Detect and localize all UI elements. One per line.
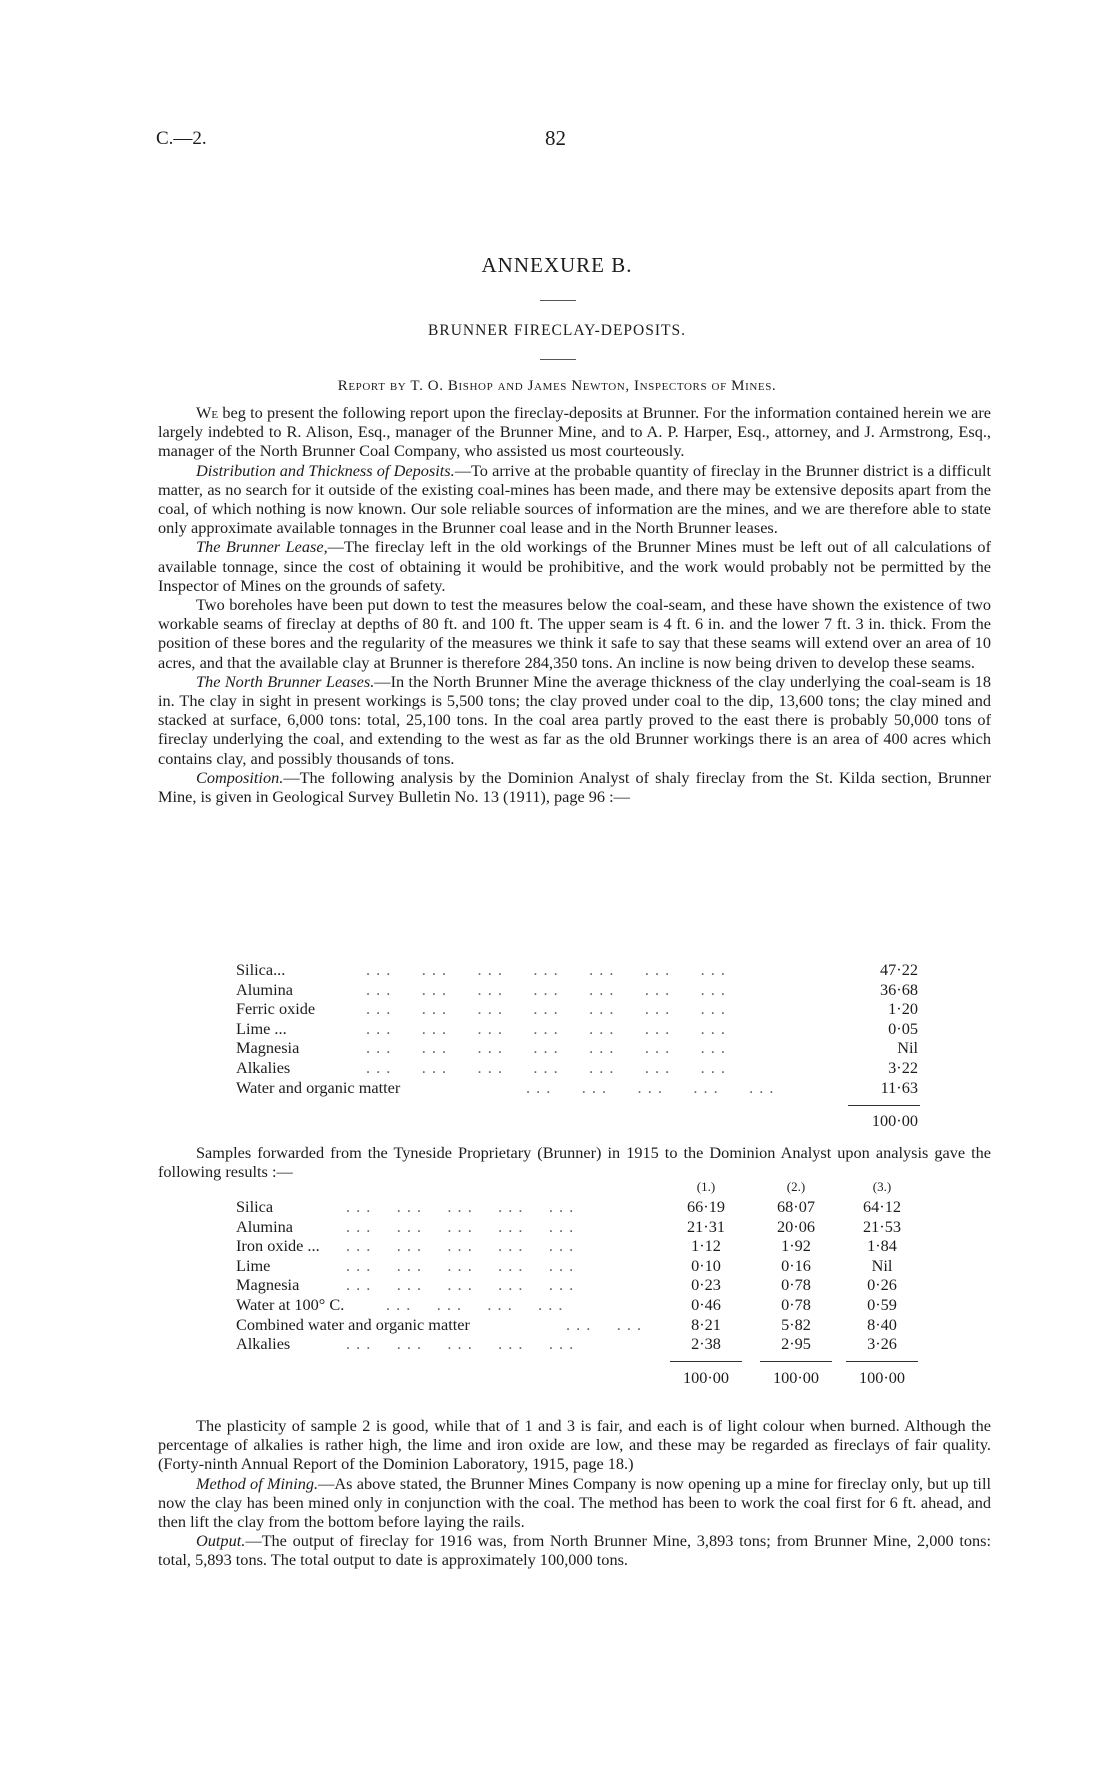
paragraph-intro [158, 403, 991, 461]
table-row [236, 980, 918, 1000]
column-header: (2.) [786, 1179, 806, 1194]
paragraph-text: beg to present the following report upon the fireclay-deposits at Brunner. For the information contained herein we are largely indebted to R. Alison, Esq., manager of the Brunner Mine, and to A. P. Harper, Esq., attorney, and J. Armstrong, Esq., manager of the North Brunner Coal Company, who assisted us most courteously. [158, 403, 991, 461]
table-row [236, 1256, 926, 1276]
leader-dots: . . . . . . . . . . . . . . . . . . . . . [366, 960, 726, 979]
leader-dots: . . . . . . . . . . . . . . . . . . . . . [366, 1038, 726, 1058]
total-value: 100·00 [858, 1368, 906, 1387]
body-text-2 [158, 1143, 991, 1181]
leader-dots: . . . . . . . . . . . . . . . . . . . . . [366, 999, 726, 1019]
cell-value: 20·06 [777, 1216, 815, 1236]
leader-dots: . . . . . . [566, 1314, 643, 1334]
column-header: (1.) [696, 1179, 716, 1194]
cell-value: 1·12 [691, 1236, 721, 1256]
table-row [236, 1236, 926, 1256]
row-label: Iron oxide ... [236, 1236, 320, 1256]
cell-value: 0·10 [691, 1255, 721, 1275]
total-value: 100·00 [682, 1368, 730, 1387]
column-header: (3.) [872, 1179, 892, 1194]
total-value: 100·00 [772, 1368, 820, 1387]
report-byline: Report by T. O. Bishop and James Newton, Inspectors of Mines. [337, 378, 777, 394]
cell-value: 0·16 [781, 1255, 811, 1275]
paragraph-heading: Composition. [196, 767, 284, 787]
leader-dots: . . . . . . . . . . . . . . . [346, 1236, 575, 1256]
table-row [236, 999, 918, 1019]
row-label: Alumina [236, 979, 293, 999]
leader-dots: . . . . . . . . . . . . [386, 1294, 564, 1314]
row-label: Lime [236, 1255, 271, 1275]
table-row [236, 1197, 926, 1217]
row-label: Alkalies [236, 1057, 291, 1077]
table-row [236, 1217, 926, 1237]
cell-value: 68·07 [777, 1197, 815, 1216]
cell-value: 3·26 [867, 1334, 897, 1354]
cell-value: Nil [871, 1255, 893, 1275]
row-label: Magnesia [236, 1038, 300, 1058]
row-label: Ferric oxide [236, 999, 316, 1019]
leader-dots: . . . . . . . . . . . . . . . [346, 1255, 575, 1275]
table-row [236, 1334, 926, 1354]
paragraph-north-brunner [158, 672, 991, 768]
row-label: Water and organic matter [236, 1077, 401, 1097]
row-label: Water at 100° C. [236, 1294, 345, 1314]
row-value: 11·63 [880, 1077, 918, 1097]
paragraph-text: —The output of fireclay for 1916 was, from North Brunner Mine, 3,893 tons; from Brunner Mine, 2,000 tons: total, 5,893 tons. The total output to date is approximately 100,000 tons. [158, 1531, 991, 1570]
cell-value: 8·40 [867, 1314, 897, 1334]
table-row [236, 1019, 918, 1039]
row-label: Combined water and organic matter [236, 1314, 470, 1334]
paragraph-output [158, 1531, 991, 1569]
section-subtitle: BRUNNER FIRECLAY-DEPOSITS. [428, 322, 686, 339]
row-label: Lime ... [236, 1018, 287, 1038]
paragraph-heading: Distribution and Thickness of Deposits. [196, 460, 455, 480]
total-rule [846, 1361, 918, 1362]
cell-value: 0·78 [781, 1275, 811, 1295]
row-value: Nil [897, 1038, 918, 1058]
divider [540, 359, 576, 360]
table-row [236, 1275, 926, 1295]
body-text-1 [158, 403, 991, 806]
divider [540, 300, 576, 301]
column-header-row [236, 1181, 926, 1197]
paragraph-method [158, 1474, 991, 1532]
series-label: C.—2. [156, 128, 207, 149]
cell-value: 2·95 [781, 1334, 811, 1354]
leader-dots: . . . . . . . . . . . . . . . [346, 1197, 575, 1216]
cell-value: 66·19 [687, 1197, 725, 1216]
row-label: Silica [236, 1197, 274, 1216]
leader-dots: . . . . . . . . . . . . . . . . . . . . . [366, 1057, 726, 1077]
paragraph-plasticity [158, 1416, 991, 1474]
row-value: 47·22 [880, 960, 918, 979]
lead-word: We [196, 403, 219, 422]
paragraph-text: —As above stated, the Brunner Mines Company is now opening up a mine for fireclay only, but up till now the clay has been mined only in conjunction with the coal. The method has been to work the coal first for 6 ft. ahead, and then lift the clay from the bottom before laying the rails. [158, 1473, 991, 1532]
cell-value: 5·82 [781, 1314, 811, 1334]
paragraph-text: —The following analysis by the Dominion Analyst of shaly fireclay from the St. Kilda section, Brunner Mine, is given in Geological Survey Bulletin No. 13 (1911), page 96 :— [158, 767, 991, 807]
table-row [236, 960, 918, 980]
paragraph-heading: The North Brunner Leases. [196, 671, 375, 691]
cell-value: 0·46 [691, 1294, 721, 1314]
total-rule [670, 1361, 742, 1362]
leader-dots: . . . . . . . . . . . . . . . [346, 1216, 575, 1236]
cell-value: 0·26 [867, 1275, 897, 1295]
cell-value: 2·38 [691, 1334, 721, 1354]
paragraph-composition [158, 768, 991, 806]
paragraph-text: —To arrive at the probable quantity of fireclay in the Brunner district is a difficult matter, as no search for it outside of the existing coal-mines has been made, and there may be extensive deposits apart from the coal, of which nothing is now known. Our sole reliable sources of information are the mines, and we are therefore able to state only approximate available tonnages in the Brunner coal lease and in the North Brunner leases. [158, 460, 991, 538]
table-row [236, 1078, 918, 1098]
cell-value: 64·12 [863, 1197, 901, 1216]
cell-value: 8·21 [691, 1314, 721, 1334]
cell-value: 0·59 [867, 1294, 897, 1314]
paragraph-text: Two boreholes have been put down to test the measures below the coal-seam, and these have shown the existence of two workable seams of fireclay at depths of 80 ft. and 100 ft. The upper seam is 4 ft. 6 in. and the lower 7 ft. 3 in. thick. From the position of these bores and the regularity of the measures we think it safe to say that these seams will extend over an area of 10 acres, and that the available clay at Brunner is therefore 284,350 tons. An incline is now being driven to develop these seams. [158, 595, 991, 672]
paragraph-text: The plasticity of sample 2 is good, while that of 1 and 3 is fair, and each is of light colour when burned. Although the percentage of alkalies is rather high, the lime and iron oxide are low, and these may be regarded as fireclays of fair quality. (Forty-ninth Annual Report of the Dominion Laboratory, 1915, page 18.) [158, 1416, 991, 1474]
paragraph-distribution [158, 461, 991, 538]
row-label: Silica... [236, 960, 286, 979]
page-number: 82 [545, 126, 566, 150]
paragraph-text: —The fireclay left in the old workings of the Brunner Mines must be left out of all calculations of available tonnage, since the cost of obtaining it would be prohibitive, and the work would probably not be permitted by the Inspector of Mines on the grounds of safety. [158, 537, 991, 595]
row-value: 0·05 [888, 1018, 918, 1038]
cell-value: 1·92 [781, 1236, 811, 1256]
cell-value: 21·53 [863, 1216, 901, 1236]
leader-dots: . . . . . . . . . . . . . . . [526, 1077, 775, 1097]
table-row [236, 1038, 918, 1058]
cell-value: 21·31 [687, 1216, 725, 1236]
paragraph-heading: Output. [196, 1531, 246, 1551]
leader-dots: . . . . . . . . . . . . . . . . . . . . . [366, 1018, 726, 1038]
row-label: Alumina [236, 1216, 293, 1236]
row-label: Magnesia [236, 1275, 300, 1295]
annexure-title: ANNEXURE B. [481, 253, 633, 277]
paragraph-boreholes [158, 595, 991, 672]
paragraph-heading: Method of Mining. [196, 1473, 319, 1493]
table-row [236, 1315, 926, 1335]
total-rule [760, 1361, 832, 1362]
analysis-table-1 [236, 960, 918, 1097]
leader-dots: . . . . . . . . . . . . . . . . . . . . . [366, 979, 726, 999]
paragraph-brunner-lease [158, 537, 991, 595]
leader-dots: . . . . . . . . . . . . . . . [346, 1334, 575, 1354]
cell-value: 0·78 [781, 1294, 811, 1314]
cell-value: 1·84 [867, 1236, 897, 1256]
table-row [236, 1295, 926, 1315]
row-value: 3·22 [888, 1057, 918, 1077]
paragraph-text: —In the North Brunner Mine the average thickness of the clay underlying the coal-seam is 18 in. The clay in sight in present workings is 5,500 tons; the clay proved under coal to the dip, 13,600 tons; the clay mined and stacked at surface, 6,000 tons: total, 25,100 tons. In the coal area partly proved to the east there is probably 50,000 tons of fireclay underlying the coal, and extending to the west as far as the old Brunner workings there is an area of 400 acres which contains clay, and possibly thousands of tons. [158, 671, 991, 768]
table-1-total: 100·00 [871, 1111, 918, 1130]
leader-dots: . . . . . . . . . . . . . . . [346, 1275, 575, 1295]
paragraph-samples [158, 1143, 991, 1181]
body-text-3 [158, 1416, 991, 1570]
table-row [236, 1058, 918, 1078]
paragraph-heading: The Brunner Lease, [196, 537, 328, 557]
total-rule [848, 1105, 920, 1106]
row-value: 36·68 [880, 979, 918, 999]
row-value: 1·20 [888, 999, 918, 1019]
row-label: Alkalies [236, 1334, 291, 1354]
cell-value: 0·23 [691, 1275, 721, 1295]
analysis-table-2 [236, 1181, 926, 1354]
paragraph-text: Samples forwarded from the Tyneside Proprietary (Brunner) in 1915 to the Dominion Analyst upon analysis gave the following results :— [158, 1143, 991, 1182]
